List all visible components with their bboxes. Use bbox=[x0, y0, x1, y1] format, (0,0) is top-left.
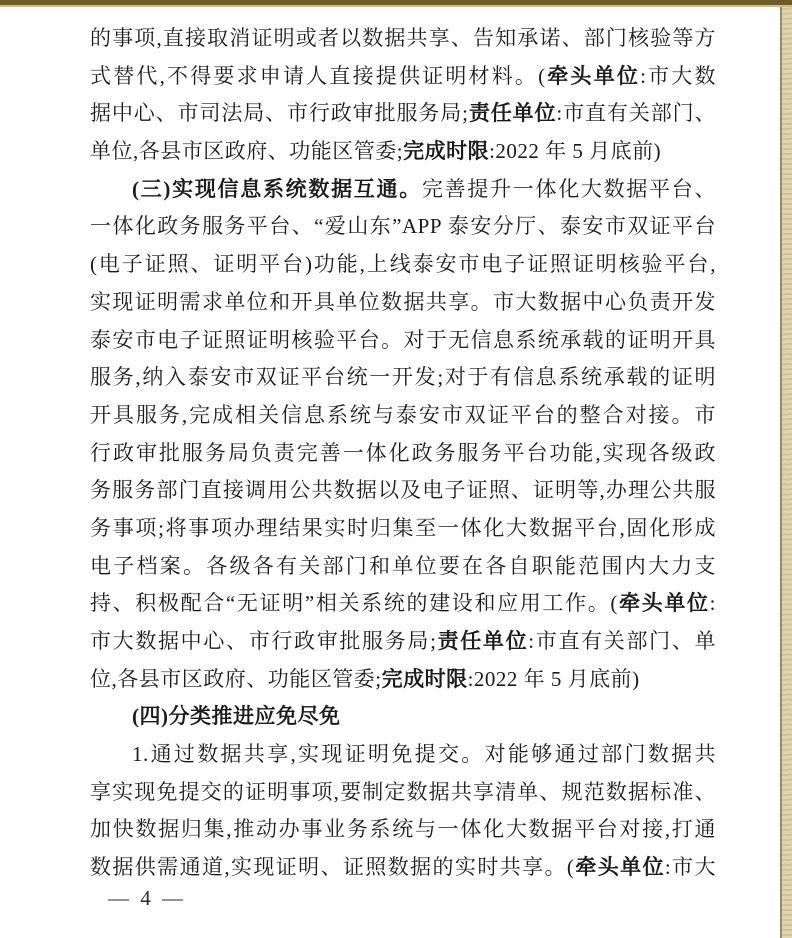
text-line: 位,各县市区政府、功能区管委;完成时限:2022 年 5 月底前) bbox=[90, 666, 640, 691]
page-number: — 4 — bbox=[108, 886, 186, 910]
text-line: (电子证照、证明平台)功能,上线泰安市电子证照证明核验平台, bbox=[90, 252, 716, 277]
text-line: 数据供需通道,实现证明、证照数据的实时共享。(牵头单位:市大 bbox=[90, 855, 716, 880]
text-line: 单位,各县市区政府、功能区管委;完成时限:2022 年 5 月底前) bbox=[90, 139, 662, 164]
text-line: (四)分类推进应免尽免 bbox=[132, 704, 341, 729]
text-line: 电子档案。各级各有关部门和单位要在各自职能范围内大力支 bbox=[90, 553, 716, 578]
text-line: 服务,纳入泰安市双证平台统一开发;对于有信息系统承载的证明 bbox=[90, 365, 716, 390]
text-line: 1.通过数据共享,实现证明免提交。对能够通过部门数据共 bbox=[132, 742, 716, 767]
right-page-edge-strip bbox=[780, 0, 792, 938]
text-block bbox=[90, 20, 716, 887]
text-line: 的事项,直接取消证明或者以数据共享、告知承诺、部门核验等方 bbox=[90, 26, 716, 50]
text-line: 享实现免提交的证明事项,要制定数据共享清单、规范数据标准、 bbox=[90, 779, 716, 804]
text-line: (三)实现信息系统数据互通。完善提升一体化大数据平台、 bbox=[132, 176, 716, 201]
text-line: 开具服务,完成相关信息系统与泰安市双证平台的整合对接。市 bbox=[90, 402, 716, 427]
text-line: 市大数据中心、市行政审批服务局;责任单位:市直有关部门、单 bbox=[90, 629, 716, 653]
text-line: 据中心、市司法局、市行政审批服务局;责任单位:市直有关部门、 bbox=[90, 101, 716, 126]
text-line: 持、积极配合“无证明”相关系统的建设和应用工作。(牵头单位: bbox=[90, 591, 716, 616]
text-line: 加快数据归集,推动办事业务系统与一体化大数据平台对接,打通 bbox=[90, 817, 716, 842]
text-line: 泰安市电子证照证明核验平台。对于无信息系统承载的证明开具 bbox=[90, 327, 716, 352]
text-line: 行政审批服务局负责完善一体化政务服务平台功能,实现各级政 bbox=[90, 440, 716, 465]
text-line: 实现证明需求单位和开具单位数据共享。市大数据中心负责开发 bbox=[90, 289, 716, 314]
text-line: 式替代,不得要求申请人直接提供证明材料。(牵头单位:市大数 bbox=[90, 63, 716, 88]
text-line: 务事项;将事项办理结果实时归集至一体化大数据平台,固化形成 bbox=[90, 515, 716, 540]
text-line: 务服务部门直接调用公共数据以及电子证照、证明等,办理公共服 bbox=[90, 478, 716, 503]
text-line: 一体化政务服务平台、“爱山东”APP 泰安分厅、泰安市双证平台 bbox=[90, 214, 716, 239]
top-border-line bbox=[0, 5, 792, 7]
